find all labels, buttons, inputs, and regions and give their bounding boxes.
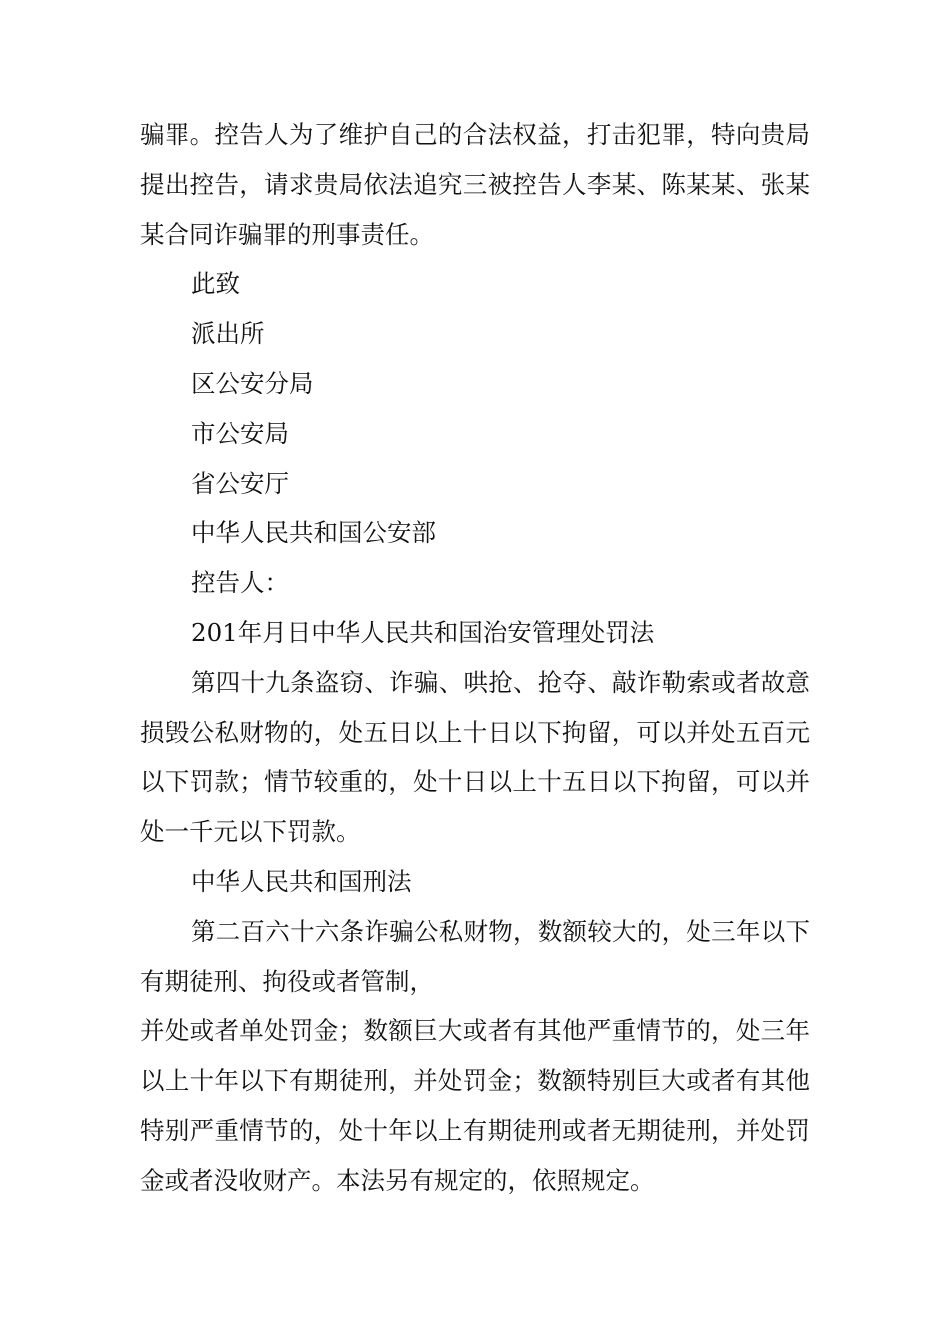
article-266-continuation: 并处或者单处罚金；数额巨大或者有其他严重情节的，处三年以上十年以下有期徒刑，并处罚金；数额特别巨大或者有其他特别严重情节的，处十年以上有期徒刑或者无期徒刑，并处罚金或者没收财产。本法另有规定的，依照规定。 bbox=[140, 1016, 810, 1195]
date-and-law-title: 201年月日中华人民共和国治安管理处罚法 bbox=[191, 617, 655, 647]
recipient-province-department: 省公安厅 bbox=[191, 468, 289, 498]
paragraph-salutation: 此致 bbox=[191, 269, 240, 299]
paragraph-complaint-conclusion: 骗罪。控告人为了维护自己的合法权益，打击犯罪，特向贵局提出控告，请求贵局依法追究三被控告人李某、陈某某、张某某合同诈骗罪的刑事责任。 bbox=[140, 120, 810, 249]
recipient-city-bureau: 市公安局 bbox=[191, 418, 289, 448]
article-49-text: 第四十九条盗窃、诈骗、哄抢、抢夺、敲诈勒索或者故意损毁公私财物的，处五日以上十日以下拘留，可以并处五百元以下罚款；情节较重的，处十日以上十五日以下拘留，可以并处一千元以下罚款。 bbox=[140, 667, 810, 847]
recipient-district-bureau: 区公安分局 bbox=[191, 368, 314, 398]
document-body bbox=[140, 110, 810, 1206]
article-266-text: 第二百六十六条诈骗公私财物，数额较大的，处三年以下有期徒刑、拘役或者管制， bbox=[140, 916, 810, 996]
recipient-ministry: 中华人民共和国公安部 bbox=[191, 518, 436, 548]
recipient-police-station: 派出所 bbox=[191, 319, 265, 349]
criminal-law-title: 中华人民共和国刑法 bbox=[191, 866, 412, 896]
complainant-signature-line: 控告人： bbox=[191, 568, 289, 598]
